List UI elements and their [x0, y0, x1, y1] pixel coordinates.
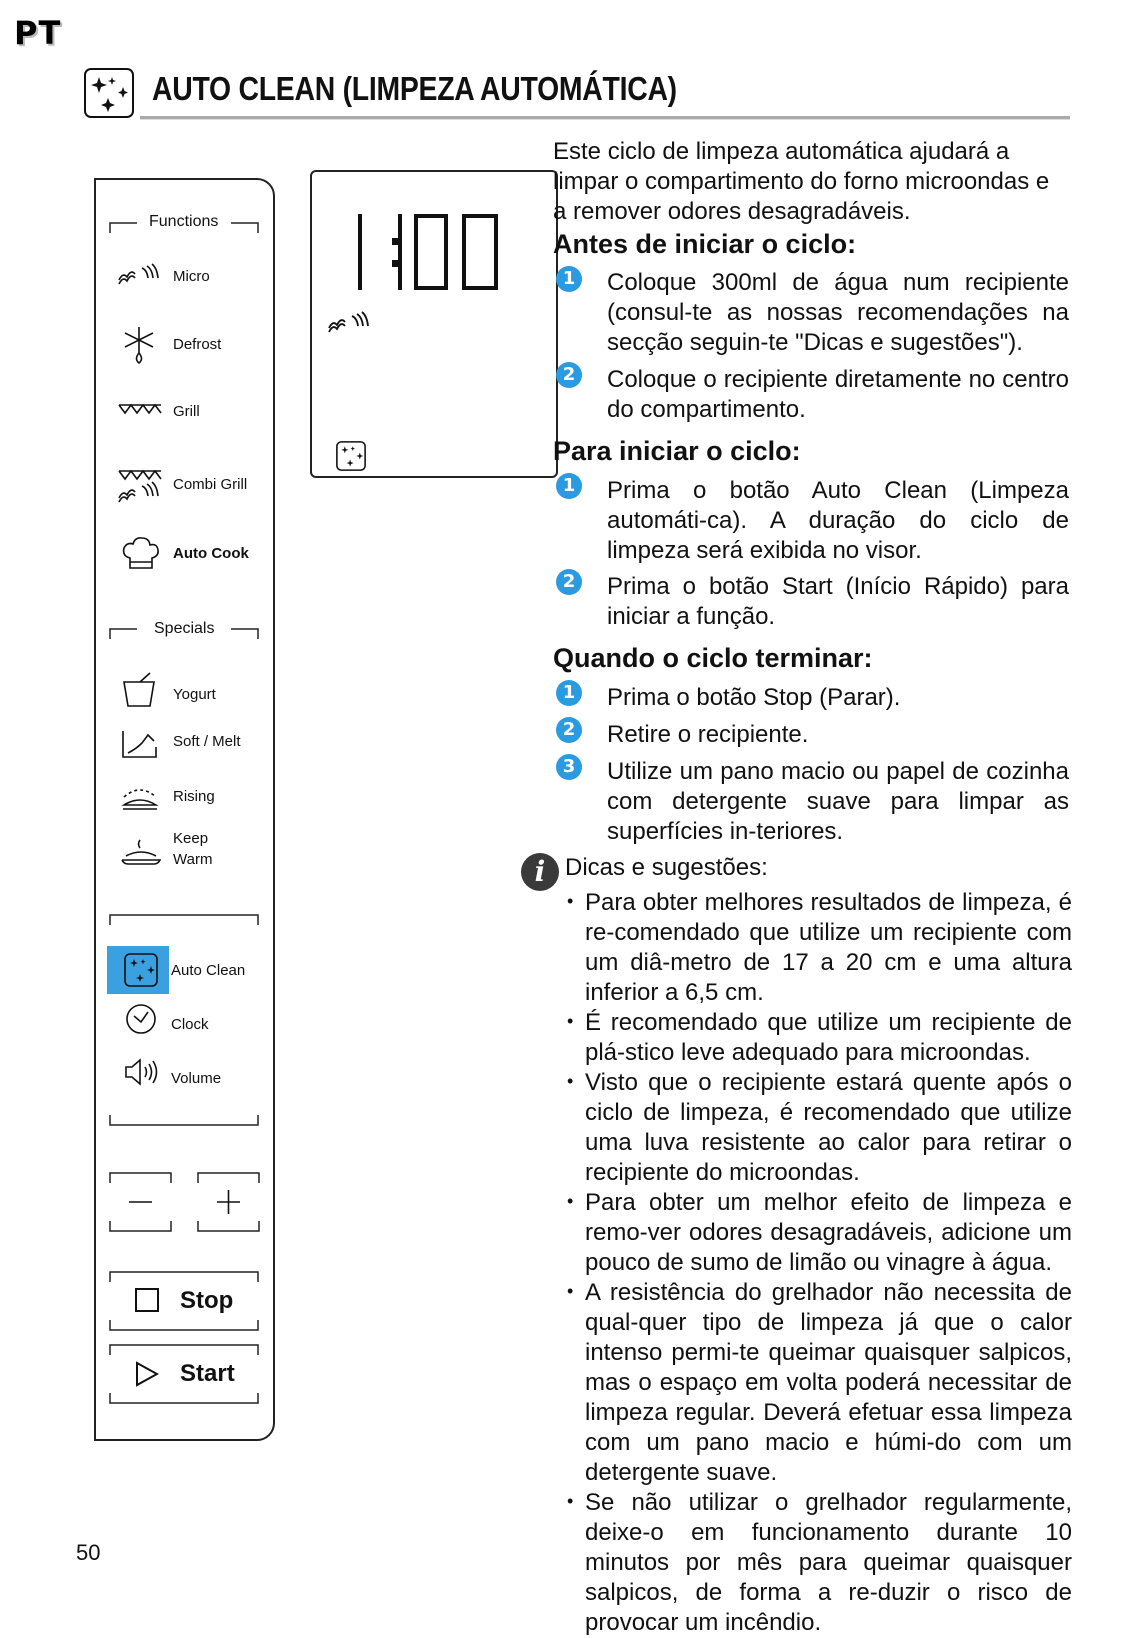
- tips-list: [567, 888, 1072, 1638]
- start-step-2: Prima o botão Start (Início Rápido) para iniciar a função.: [607, 573, 1069, 630]
- auto-clean-icon: [124, 953, 158, 992]
- utilities-group-bracket-top: [109, 913, 259, 931]
- function-auto-cook-label[interactable]: Auto Cook: [173, 545, 249, 562]
- stop-label[interactable]: Stop: [180, 1287, 234, 1314]
- page-title: AUTO CLEAN (LIMPEZA AUTOMÁTICA): [152, 70, 677, 107]
- title-divider: [140, 116, 1070, 120]
- bullet-dot: •: [567, 1191, 574, 1211]
- intro-paragraph: Este ciclo de limpeza automática ajudará a limpar o compartimento do forno microondas e a remover odores desagradáveis.: [553, 138, 1050, 225]
- minus-button[interactable]: [109, 1172, 172, 1237]
- tip-item: A resistência do grelhador não necessita de qual-quer tipo de limpeza já que o calor intenso permi-te queimar quaisquer salpicos, mas o espaço em volta poderá necessitar de limpeza regular. Deverá efetuar essa limpeza com um pano macio e húmi-do com um detergente suave.: [585, 1279, 1072, 1486]
- start-label[interactable]: Start: [180, 1360, 235, 1387]
- grill-icon: [117, 401, 163, 439]
- clock-label[interactable]: Clock: [171, 1016, 209, 1033]
- function-grill-label[interactable]: Grill: [173, 403, 200, 420]
- step-number: 2: [556, 362, 582, 388]
- yogurt-cup-icon: [120, 670, 166, 708]
- function-micro-label[interactable]: Micro: [173, 268, 210, 285]
- language-tag: PT: [14, 14, 62, 52]
- page-number: 50: [76, 1540, 101, 1565]
- step-number: 2: [556, 717, 582, 743]
- end-step-3: Utilize um pano macio ou papel de cozinha com detergente suave para limpar as superfícies in-teriores.: [607, 758, 1069, 845]
- special-yogurt-label[interactable]: Yogurt: [173, 686, 216, 703]
- plus-button[interactable]: [197, 1172, 260, 1237]
- stop-square-icon: [135, 1288, 159, 1317]
- before-step-1: Coloque 300ml de água num recipiente (consul-te as nossas recomendações na secção seguin-te "Dicas e sugestões").: [607, 269, 1069, 356]
- bullet-dot: •: [567, 1491, 574, 1511]
- clock-icon: [124, 1002, 158, 1041]
- special-soft-melt-label[interactable]: Soft / Melt: [173, 733, 241, 750]
- heading-end: Quando o ciclo terminar:: [553, 643, 873, 673]
- function-defrost-label[interactable]: Defrost: [173, 336, 222, 353]
- microwave-waves-icon: [117, 258, 163, 296]
- specials-header: Specials: [154, 620, 215, 637]
- step-number: 3: [556, 754, 582, 780]
- rising-dough-icon: [120, 783, 166, 821]
- volume-label[interactable]: Volume: [171, 1070, 222, 1087]
- start-step-1: Prima o botão Auto Clean (Limpeza automáti-ca). A duração do ciclo de limpeza será exibida no visor.: [607, 477, 1069, 564]
- defrost-icon: [117, 325, 163, 363]
- tip-item: Para obter um melhor efeito de limpeza e remo-ver odores desagradáveis, adicione um pouco de sumo de limão ou vinagre à água.: [585, 1189, 1072, 1276]
- bullet-dot: •: [567, 1071, 574, 1091]
- functions-header: Functions: [149, 213, 219, 230]
- function-combi-grill-label[interactable]: Combi Grill: [173, 476, 248, 493]
- special-warm-label[interactable]: Warm: [173, 851, 213, 868]
- display-time-digits: [350, 212, 520, 297]
- info-icon: i: [521, 853, 559, 891]
- end-step-1: Prima o botão Stop (Parar).: [607, 684, 901, 711]
- tips-heading: Dicas e sugestões:: [565, 854, 768, 881]
- step-number: 2: [556, 569, 582, 595]
- heading-start: Para iniciar o ciclo:: [553, 436, 801, 466]
- special-rising-label[interactable]: Rising: [173, 788, 215, 805]
- auto-clean-sparkle-icon: [84, 68, 134, 118]
- tip-item: É recomendado que utilize um recipiente de plá-stico leve adequado para microondas.: [585, 1009, 1072, 1066]
- bullet-dot: •: [567, 891, 574, 911]
- display-microwave-indicator-icon: [327, 306, 373, 341]
- chef-hat-icon: [120, 534, 166, 572]
- heading-before: Antes de iniciar o ciclo:: [553, 229, 857, 259]
- display-auto-clean-indicator-icon: [336, 441, 366, 476]
- play-triangle-icon: [135, 1361, 159, 1392]
- speaker-icon: [124, 1057, 164, 1092]
- combi-grill-icon: [117, 468, 163, 506]
- tip-item: Se não utilizar o grelhador regularmente, deixe-o em funcionamento durante 10 minutos por mês para queimar quaisquer salpicos, de forma a re-duzir o risco de provocar um incêndio.: [585, 1489, 1072, 1636]
- special-keep-label[interactable]: Keep: [173, 830, 209, 847]
- step-number: 1: [556, 266, 582, 292]
- auto-clean-label[interactable]: Auto Clean: [171, 962, 246, 979]
- bullet-dot: •: [567, 1281, 574, 1301]
- bullet-dot: •: [567, 1011, 574, 1031]
- before-step-2: Coloque o recipiente diretamente no centro do compartimento.: [607, 366, 1069, 423]
- utilities-group-bracket-bottom: [109, 1113, 259, 1131]
- tip-item: Visto que o recipiente estará quente após o ciclo de limpeza, é recomendado que utilize uma luva resistente ao calor para retirar o recipiente do microondas.: [585, 1069, 1072, 1186]
- step-number: 1: [556, 473, 582, 499]
- keep-warm-icon: [120, 838, 166, 876]
- soft-melt-icon: [120, 727, 166, 765]
- step-number: 1: [556, 680, 582, 706]
- end-step-2: Retire o recipiente.: [607, 721, 809, 748]
- tip-item: Para obter melhores resultados de limpeza, é re-comendado que utilize um recipiente com um diâ-metro de 17 a 20 cm e uma altura inferior a 6,5 cm.: [585, 889, 1072, 1006]
